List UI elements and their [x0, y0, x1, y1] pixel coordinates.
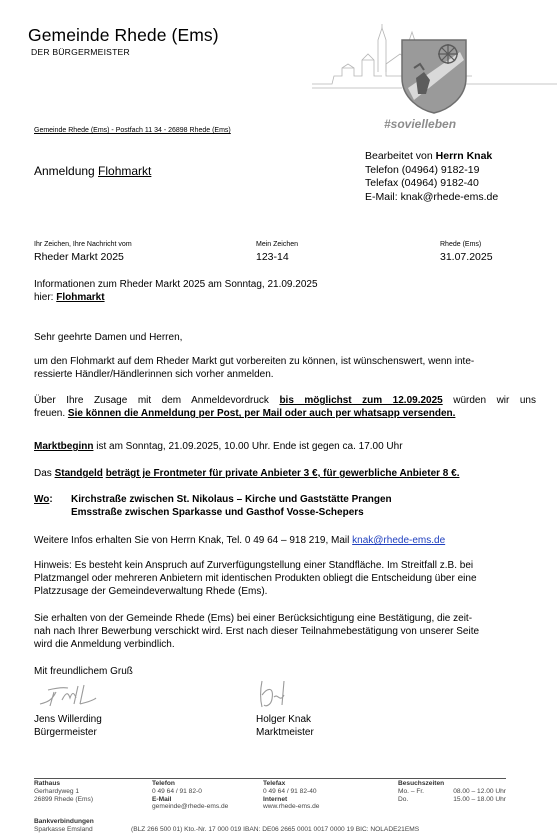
footer-bank-label — [34, 818, 94, 826]
letter-subject — [34, 164, 151, 178]
rathaus-street: Gerhardyweg 1 — [34, 787, 80, 795]
internet-label: Internet — [263, 795, 288, 803]
contact-phone: Telefon (04964) 9182-19 — [365, 163, 480, 176]
internet-value: www.rhede-ems.de — [263, 803, 320, 811]
footer-phone-email — [152, 780, 228, 811]
location-colon: : — [49, 494, 53, 505]
submission-methods: Sie können die Anmeldung per Post, per Mail oder auch per whatsapp versenden. — [67, 408, 456, 420]
hours-label: Besuchszeiten — [398, 780, 445, 787]
p2-line1 — [34, 394, 536, 407]
coat-of-arms-icon — [400, 38, 468, 114]
hours-row1-day: Mo. – Fr. — [398, 787, 425, 795]
municipality-title: Gemeinde Rhede (Ems) — [28, 25, 219, 45]
paragraph-registration — [34, 394, 536, 420]
signature-mayor-icon — [38, 682, 98, 708]
rathaus-city: 26899 Rhede (Ems) — [34, 795, 94, 803]
location-line2: Emsstraße zwischen Sparkasse und Gasthof Vosse-Schepers — [71, 507, 364, 519]
email-link[interactable]: knak@rhede-ems.de — [352, 535, 446, 546]
market-start-text: ist am Sonntag, 21.09.2025, 10.00 Uhr. Ende ist gegen ca. 17.00 Uhr — [93, 441, 403, 452]
fax-value: 0 49 64 / 91 82-40 — [263, 787, 317, 795]
signatory-market-master — [256, 713, 456, 739]
subject-prefix: Anmeldung — [34, 164, 99, 178]
paragraph-more-info — [34, 534, 536, 547]
handled-by-label: Bearbeitet von — [365, 150, 436, 162]
footer-bank-name: Sparkasse Emsland — [34, 826, 93, 833]
hours-row2-time: 15.00 – 18.00 Uhr — [453, 795, 506, 803]
paragraph-notice — [34, 559, 536, 599]
paragraph-fee — [34, 467, 536, 480]
contact-block — [365, 150, 498, 205]
location-block — [34, 493, 536, 519]
subject-underlined: Flohmarkt — [98, 164, 152, 178]
handled-by — [365, 150, 498, 164]
bank-label: Bankverbindungen — [34, 818, 94, 825]
phone-label: Telefon — [152, 780, 175, 787]
confirmation-line3: wird die Anmeldung verbindlich. — [34, 639, 175, 651]
info-line: Informationen zum Rheder Markt 2025 am Sonntag, 21.09.2025 — [34, 279, 318, 290]
place-label: Rhede (Ems) — [440, 241, 482, 248]
hours-row1-time: 08.00 – 12.00 Uhr — [453, 787, 506, 795]
market-start-label: Marktbeginn — [34, 441, 94, 452]
contact-fax: Telefax (04964) 9182-40 — [365, 177, 479, 190]
salutation: Sehr geehrte Damen und Herren, — [34, 332, 183, 343]
location-label: Wo — [34, 494, 50, 505]
email-value: gemeinde@rhede-ems.de — [152, 803, 229, 811]
my-reference-value: 123-14 — [256, 251, 289, 263]
my-reference-label: Mein Zeichen — [256, 241, 299, 248]
footer-visiting-hours — [398, 780, 506, 803]
location-row-1 — [34, 493, 536, 506]
email-label: E-Mail — [152, 795, 172, 803]
fee-label: Standgeld — [54, 468, 103, 479]
location-row-2 — [34, 506, 536, 519]
hours-row2-day: Do. — [398, 795, 409, 803]
fee-pre: Das — [34, 468, 55, 479]
mayor-role: Bürgermeister — [34, 727, 97, 739]
letter-date: 31.07.2025 — [440, 251, 493, 263]
deadline-text: bis möglichst zum 12.09.2025 — [279, 395, 443, 406]
market-master-name: Holger Knak — [256, 714, 312, 725]
your-reference-label: Ihr Zeichen, Ihre Nachricht vom — [34, 241, 132, 248]
location-line1: Kirchstraße zwischen St. Nikolaus – Kirche und Gaststätte Prangen — [71, 494, 392, 505]
market-master-role: Marktmeister — [256, 727, 314, 739]
info-block — [34, 278, 536, 304]
phone-value: 0 49 64 / 91 82-0 — [152, 787, 202, 795]
p1-line1: um den Flohmarkt auf dem Rheder Markt gut vorbereiten zu können, ist wünschenswert, wenn inte- — [34, 356, 475, 367]
mayor-name: Jens Willerding — [34, 714, 102, 725]
fax-label: Telefax — [263, 780, 286, 787]
notice-line2: Platzmangel oder mehreren Anbietern mit identischen Produkten obliegt die Entscheidung über eine — [34, 573, 477, 585]
hashtag-slogan: #sovielleben — [384, 117, 457, 131]
signature-market-master-icon — [256, 677, 290, 711]
paragraph-confirmation — [34, 612, 536, 652]
sender-address-line: Gemeinde Rhede (Ems) - Postfach 11 34 - 26898 Rhede (Ems) — [34, 127, 231, 134]
closing-greeting: Mit freundlichem Gruß — [34, 666, 133, 677]
footer-bank-details: (BLZ 266 500 01) Kto.-Nr. 17 000 019 IBAN: DE06 2665 0001 0017 0000 19 BIC: NOLADE21EMS — [131, 826, 420, 833]
hours-row-2 — [398, 796, 506, 804]
p1-line2: ressierte Händler/Händlerinnen sich vorher anmelden. — [34, 369, 274, 381]
here-value: Flohmarkt — [56, 292, 105, 304]
footer-divider — [34, 778, 506, 779]
confirmation-line2: nah nach Ihrer Bewerbung verschickt wird. Erst nach dieser Teilnahmebestätigung von unserer Seite — [34, 626, 480, 638]
rathaus-label: Rathaus — [34, 780, 61, 787]
handled-by-name: Herrn Knak — [435, 150, 493, 162]
p2-line2-pre: freuen. — [34, 408, 68, 420]
contact-email: E-Mail: knak@rhede-ems.de — [365, 191, 499, 204]
your-reference-value: Rheder Markt 2025 — [34, 251, 124, 263]
p2-post: würden wir uns — [442, 395, 536, 406]
mayor-subtitle: DER BÜRGERMEISTER — [31, 47, 130, 57]
paragraph-market-start — [34, 440, 536, 453]
p2-pre: Über Ihre Zusage mit dem Anmeldevordruck — [34, 395, 280, 406]
p2-line2 — [34, 407, 536, 420]
here-line — [34, 291, 536, 304]
confirmation-line1: Sie erhalten von der Gemeinde Rhede (Ems) bei einer Berücksichtigung eine Bestätigung, die zeit- — [34, 613, 473, 624]
fee-text: beträgt je Frontmeter für private Anbieter 3 €, für gewerbliche Anbieter 8 €. — [105, 468, 460, 479]
here-prefix: hier: — [34, 292, 57, 304]
signatory-mayor — [34, 713, 234, 739]
paragraph-preparation — [34, 355, 536, 381]
more-info-text: Weitere Infos erhalten Sie von Herrn Knak, Tel. 0 49 64 – 918 219, Mail — [34, 535, 353, 546]
footer-rathaus — [34, 780, 93, 803]
footer-fax-internet — [263, 780, 319, 811]
hours-row-1 — [398, 788, 506, 796]
notice-line1: Hinweis: Es besteht kein Anspruch auf Zurverfügungstellung einer Standfläche. Im Streitfall z.B. bei — [34, 560, 474, 571]
notice-line3: Platzzusage der Gemeindeverwaltung Rhede (Ems). — [34, 586, 268, 598]
